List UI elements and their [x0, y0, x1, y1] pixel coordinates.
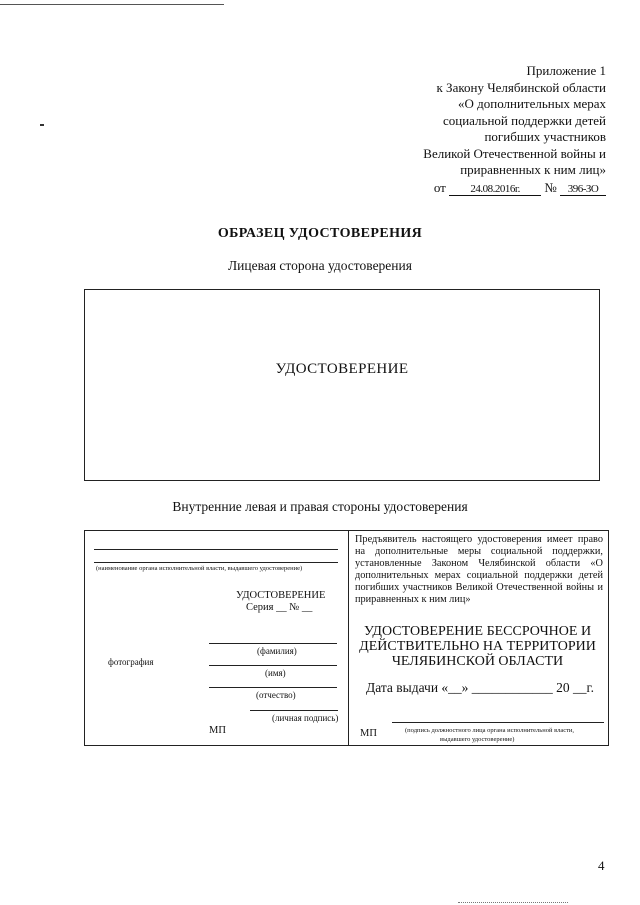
appendix-line: социальной поддержки детей [442, 112, 606, 128]
name-caption: (имя) [265, 668, 286, 678]
front-side-box [84, 289, 600, 481]
appendix-line: «О дополнительных мерах [457, 96, 606, 111]
appendix-header [306, 63, 606, 196]
bearer-rights-text: Предъявитель настоящего удостоверения имеет право на дополнительные меры социальной поддержки, установленные Законом Челябинской области «О дополнительных мерах социальной поддержки детей погибших участников Великой Отечественной войны и приравненных к ним лиц» [355, 534, 603, 605]
signature-line [250, 710, 338, 711]
front-certificate-text: УДОСТОВЕРЕНИЕ [275, 361, 409, 377]
appendix-line: Приложение 1 [526, 63, 606, 78]
law-date-number [306, 180, 606, 197]
patronymic-caption: (отчество) [256, 690, 296, 700]
issuing-body-line [94, 562, 338, 563]
left-stamp-label: МП [209, 725, 226, 736]
number-prefix: № [544, 179, 557, 195]
issuing-body-line [94, 549, 338, 550]
appendix-line: Великой Отечественной войны и [423, 145, 606, 161]
left-certificate-word: УДОСТОВЕРЕНИЕ [236, 590, 326, 601]
date-prefix: от [433, 179, 446, 195]
page-number: 4 [598, 858, 605, 873]
page-title: ОБРАЗЕЦ УДОСТОВЕРЕНИЯ [217, 226, 423, 241]
appendix-line: приравненных к ним лиц» [460, 162, 606, 177]
photo-label: фотография [108, 657, 154, 667]
validity-statement: УДОСТОВЕРЕНИЕ БЕССРОЧНОЕ И ДЕЙСТВИТЕЛЬНО НА ТЕРРИТОРИИ ЧЕЛЯБИНСКОЙ ОБЛАСТИ [359, 624, 596, 669]
official-caption-line-2: выдавшего удостоверение) [440, 736, 515, 743]
scan-speck [40, 124, 44, 126]
surname-caption: (фамилия) [257, 646, 297, 656]
signature-caption: (личная подпись) [272, 713, 339, 723]
name-line [209, 665, 337, 666]
appendix-line: погибших участников [484, 129, 606, 144]
appendix-line: к Закону Челябинской области [436, 79, 606, 95]
law-date: 24.08.2016г. [449, 183, 541, 196]
official-caption-line-1: (подпись должностного лица органа исполнительной власти, [405, 727, 575, 734]
page-divider [348, 530, 349, 746]
scan-top-line [0, 4, 224, 5]
series-number-label: Серия __ № __ [246, 602, 313, 613]
front-side-label: Лицевая сторона удостоверения [228, 258, 412, 273]
patronymic-line [209, 687, 337, 688]
issue-date-field: Дата выдачи «__» ____________ 20 __г. [366, 680, 594, 695]
surname-line [209, 643, 337, 644]
inner-sides-label: Внутренние левая и правая стороны удостоверения [172, 499, 468, 514]
law-number: 396-ЗО [560, 183, 606, 196]
official-signature-line [392, 722, 604, 723]
scan-bottom-dots [458, 902, 568, 903]
issuing-body-caption: (наименование органа исполнительной власти, выдавшего удостоверение) [96, 565, 303, 572]
right-stamp-label: МП [360, 728, 377, 739]
